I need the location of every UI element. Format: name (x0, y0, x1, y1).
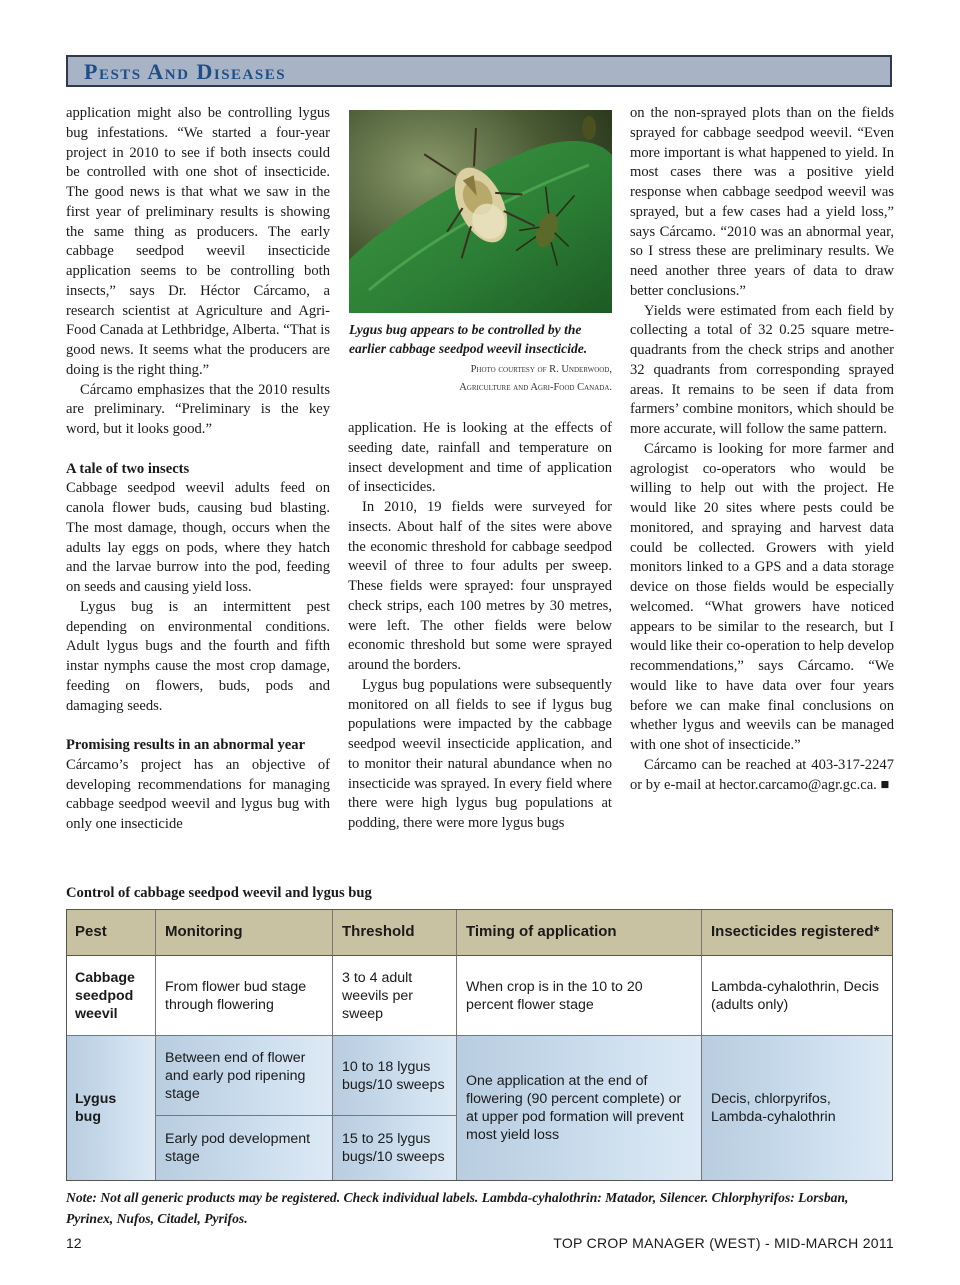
table-header-cell: Pest (66, 909, 156, 956)
lygus-bug-illustration (349, 110, 612, 313)
paragraph: Cabbage seedpod weevil adults feed on canola flower buds, causing bud blasting. The most damage, though, occurs when the adults lay eggs on pods, where they hatch and the larvae burrow into the pod, feeding on seeds and causing yield loss. (66, 480, 330, 595)
table-cell-monitoring: Between end of flower and early pod ripening stage (156, 1036, 333, 1116)
paragraph: Lygus bug is an intermittent pest depending on environmental conditions. Adult lygus bugs and the fourth and fifth instar nymphs cause the most crop damage, feeding on flowers, buds, pods and damaging seeds. (66, 598, 330, 714)
paragraph: Lygus bug populations were subsequently monitored on all fields to see if lygus bug populations were impacted by the cabbage seedpod weevil insecticide application, and to monitor their natural abundance when no insecticide was sprayed. In every field where there were high lygus bug populations at podding, there were more lygus bugs (348, 676, 612, 831)
table-cell-timing: One application at the end of flowering (90 percent complete) or at upper pod formation will prevent most yield loss (457, 1036, 702, 1181)
table-header-cell: Timing of application (457, 909, 702, 956)
article-column-1 (66, 104, 330, 835)
paragraph: In 2010, 19 fields were surveyed for insects. About half of the sites were above the economic threshold for cabbage seedpod weevil of three to four adults per sweep. These fields were sprayed: four unsprayed check strips, each 100 metres by 30 metres, were left. The other fields were below economic threshold but some were sprayed around the borders. (348, 499, 612, 673)
table-header-cell: Insecticides registered* (702, 909, 893, 956)
lygus-bug-photo (349, 110, 612, 313)
table-cell-pest: Lygus bug (66, 1036, 156, 1181)
pest-control-table (66, 909, 893, 1181)
publication-title: TOP CROP MANAGER (WEST) - MID-MARCH 2011 (553, 1235, 894, 1251)
paragraph: Cárcamo emphasizes that the 2010 results are preliminary. “Preliminary is the key word, but it looks good.” (66, 381, 330, 437)
paragraph: application might also be controlling lygus bug infestations. “We started a four-year project in 2010 to see if both insects could be controlled with one shot of insecticide. The good news is that what we saw in the first year of preliminary results is showing the same thing as producers. The early cabbage seedpod weevil insecticide application seems to be controlling both insects,” says Dr. Héctor Cárcamo, a research scientist at Agriculture and Agri-Food Canada at Lethbridge, Alberta. “That is good news. It seems what the producers are doing is the right thing.” (66, 105, 330, 378)
section-title: Pests And Diseases (84, 59, 287, 84)
table-note: Note: Not all generic products may be registered. Check individual labels. Lambda-cyhalothrin: Matador, Silencer. Chlorphyrifos: Lorsban, Pyrinex, Nufos, Citadel, Pyrifos. (66, 1190, 849, 1226)
photo-credit (349, 361, 612, 397)
table-cell-timing: When crop is in the 10 to 20 percent flower stage (457, 956, 702, 1036)
table-cell-monitoring: From flower bud stage through flowering (156, 956, 333, 1036)
section-header (66, 55, 892, 87)
photo-credit-line: Photo courtesy of R. Underwood, (470, 364, 612, 375)
table-cell-threshold: 3 to 4 adult weevils per sweep (333, 956, 457, 1036)
table-header-cell: Threshold (333, 909, 457, 956)
paragraph: Cárcamo can be reached at 403-317-2247 or by e-mail at hector.carcamo@agr.gc.ca. ■ (630, 756, 894, 793)
table-cell-insecticides: Lambda-cyhalothrin, Decis (adults only) (702, 956, 893, 1036)
page-number: 12 (66, 1235, 82, 1251)
table-header-cell: Monitoring (156, 909, 333, 956)
article-column-3 (630, 104, 894, 795)
photo-credit-line: Agriculture and Agri-Food Canada. (459, 382, 612, 393)
table-cell-insecticides: Decis, chlorpyrifos, Lambda-cyhalothrin (702, 1036, 893, 1181)
table-cell-threshold: 10 to 18 lygus bugs/10 sweeps (333, 1036, 457, 1116)
subheading: Promising results in an abnormal year (66, 737, 306, 753)
table-cell-threshold: 15 to 25 lygus bugs/10 sweeps (333, 1116, 457, 1181)
paragraph: application. He is looking at the effects of seeding date, rainfall and temperature on insect development and time of application of insecticides. (348, 420, 612, 496)
table-title: Control of cabbage seedpod weevil and lygus bug (66, 885, 372, 901)
paragraph: Cárcamo’s project has an objective of developing recommendations for managing cabbage seedpod weevil and lygus bug with only one insecticide (66, 756, 330, 832)
paragraph: on the non-sprayed plots than on the fields sprayed for cabbage seedpod weevil. “Even more important is what happened to yield. In most cases there was a positive yield response when cabbage seedpod weevil was sprayed, but a few cases had a yield loss,” says Cárcamo. “2010 was an abnormal year, so I stress these are preliminary results. We need another three years of data to draw better conclusions.” (630, 105, 894, 299)
article-column-2 (348, 419, 612, 834)
paragraph: Cárcamo is looking for more farmer and agrologist co-operators who would be willing to help out with the project. He would like 20 sites where pests could be monitored, and spraying and harvest data could be collected. Growers with yield monitors linked to a GPS and a data storage device on those fields would be especially welcomed. “What growers have noticed appears to be similar to the research, but I would like their co-operation to help develop recommendations,” says Cárcamo. “We would like to have data over four years before we can make final conclusions on whether lygus and weevils can be managed with one shot of insecticide.” (630, 440, 894, 753)
table-cell-monitoring: Early pod development stage (156, 1116, 333, 1181)
photo-caption: Lygus bug appears to be controlled by the earlier cabbage seedpod weevil insecticide. (349, 322, 588, 356)
paragraph: Yields were estimated from each field by collecting a total of 32 0.25 square metre-quadrants from the check strips and another 32 quadrants from corresponding sprayed areas. It remains to be seen if data from farmers’ combine monitors, which should be more accurate, will follow the same pattern. (630, 302, 894, 437)
subheading: A tale of two insects (66, 460, 190, 477)
table-cell-pest: Cabbage seedpod weevil (66, 956, 156, 1036)
